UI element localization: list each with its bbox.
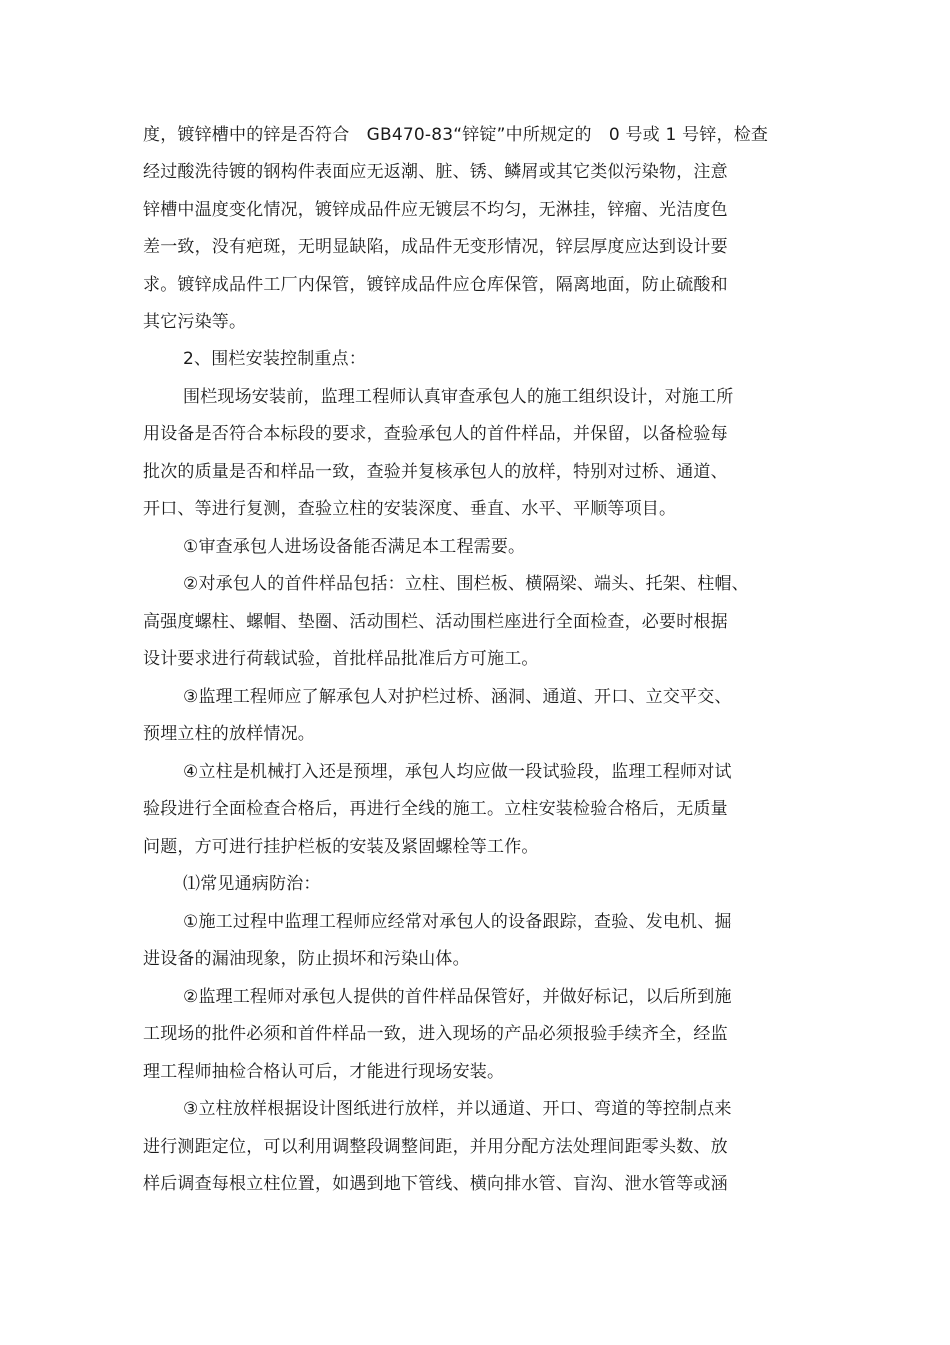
text-line: 理工程师抽检合格认可后，才能进行现场安装。	[143, 1062, 505, 1082]
list-item: ④立柱是机械打入还是预埋，承包人均应做一段试验段，监理工程师对试	[183, 762, 732, 782]
text-line: 设计要求进行荷载试验，首批样品批准后方可施工。	[143, 649, 539, 669]
text-line: 差一致，没有疤斑，无明显缺陷，成品件无变形情况，锌层厚度应达到设计要	[143, 237, 728, 257]
text-line: 高强度螺柱、螺帽、垫圈、活动围栏、活动围栏座进行全面检查，必要时根据	[143, 612, 728, 632]
text-line: 批次的质量是否和样品一致，查验并复核承包人的放样，特别对过桥、通道、	[143, 462, 728, 482]
list-item: ①审查承包人进场设备能否满足本工程需要。	[183, 537, 526, 557]
list-item: ③监理工程师应了解承包人对护栏过桥、涵洞、通道、开口、立交平交、	[183, 687, 732, 707]
section-heading: ⑴常见通病防治：	[183, 874, 321, 894]
text-line: 用设备是否符合本标段的要求，查验承包人的首件样品，并保留，以备检验每	[143, 424, 728, 444]
text-line: 样后调查每根立柱位置，如遇到地下管线、横向排水管、盲沟、泄水管等或涵	[143, 1174, 728, 1194]
list-item: ①施工过程中监理工程师应经常对承包人的设备跟踪，查验、发电机、掘	[183, 912, 732, 932]
text-line: 工现场的批件必须和首件样品一致，进入现场的产品必须报验手续齐全，经监	[143, 1024, 728, 1044]
text-line: 验段进行全面检查合格后，再进行全线的施工。立柱安装检验合格后，无质量	[143, 799, 728, 819]
text-line: 其它污染等。	[143, 312, 247, 332]
text-line: 预埋立柱的放样情况。	[143, 724, 315, 744]
text-line: 围栏现场安装前，监理工程师认真审查承包人的施工组织设计，对施工所	[183, 387, 734, 407]
text-line: 度，镀锌槽中的锌是否符合 GB470-83“锌锭”中所规定的 0 号或 1 号锌，检查	[143, 125, 769, 145]
text-line: 经过酸洗待镀的钢构件表面应无返潮、脏、锈、鳞屑或其它类似污染物，注意	[143, 162, 728, 182]
text-line: 进行测距定位，可以利用调整段调整间距，并用分配方法处理间距零头数、放	[143, 1137, 728, 1157]
text-line: 开口、等进行复测，查验立柱的安装深度、垂直、水平、平顺等项目。	[143, 499, 677, 519]
list-item: ②监理工程师对承包人提供的首件样品保管好，并做好标记，以后所到施	[183, 987, 732, 1007]
text-line: 问题，方可进行挂护栏板的安装及紧固螺栓等工作。	[143, 837, 539, 857]
text-line: 进设备的漏油现象，防止损坏和污染山体。	[143, 949, 470, 969]
list-item: ③立柱放样根据设计图纸进行放样，并以通道、开口、弯道的等控制点来	[183, 1099, 732, 1119]
section-heading: 2、围栏安装控制重点：	[183, 349, 367, 369]
text-line: 锌槽中温度变化情况，镀锌成品件应无镀层不均匀，无淋挂，锌瘤、光洁度色	[143, 200, 728, 220]
text-line: 求。镀锌成品件工厂内保管，镀锌成品件应仓库保管，隔离地面，防止硫酸和	[143, 275, 728, 295]
list-item: ②对承包人的首件样品包括：立柱、围栏板、横隔梁、端头、托架、柱帽、	[183, 574, 749, 594]
